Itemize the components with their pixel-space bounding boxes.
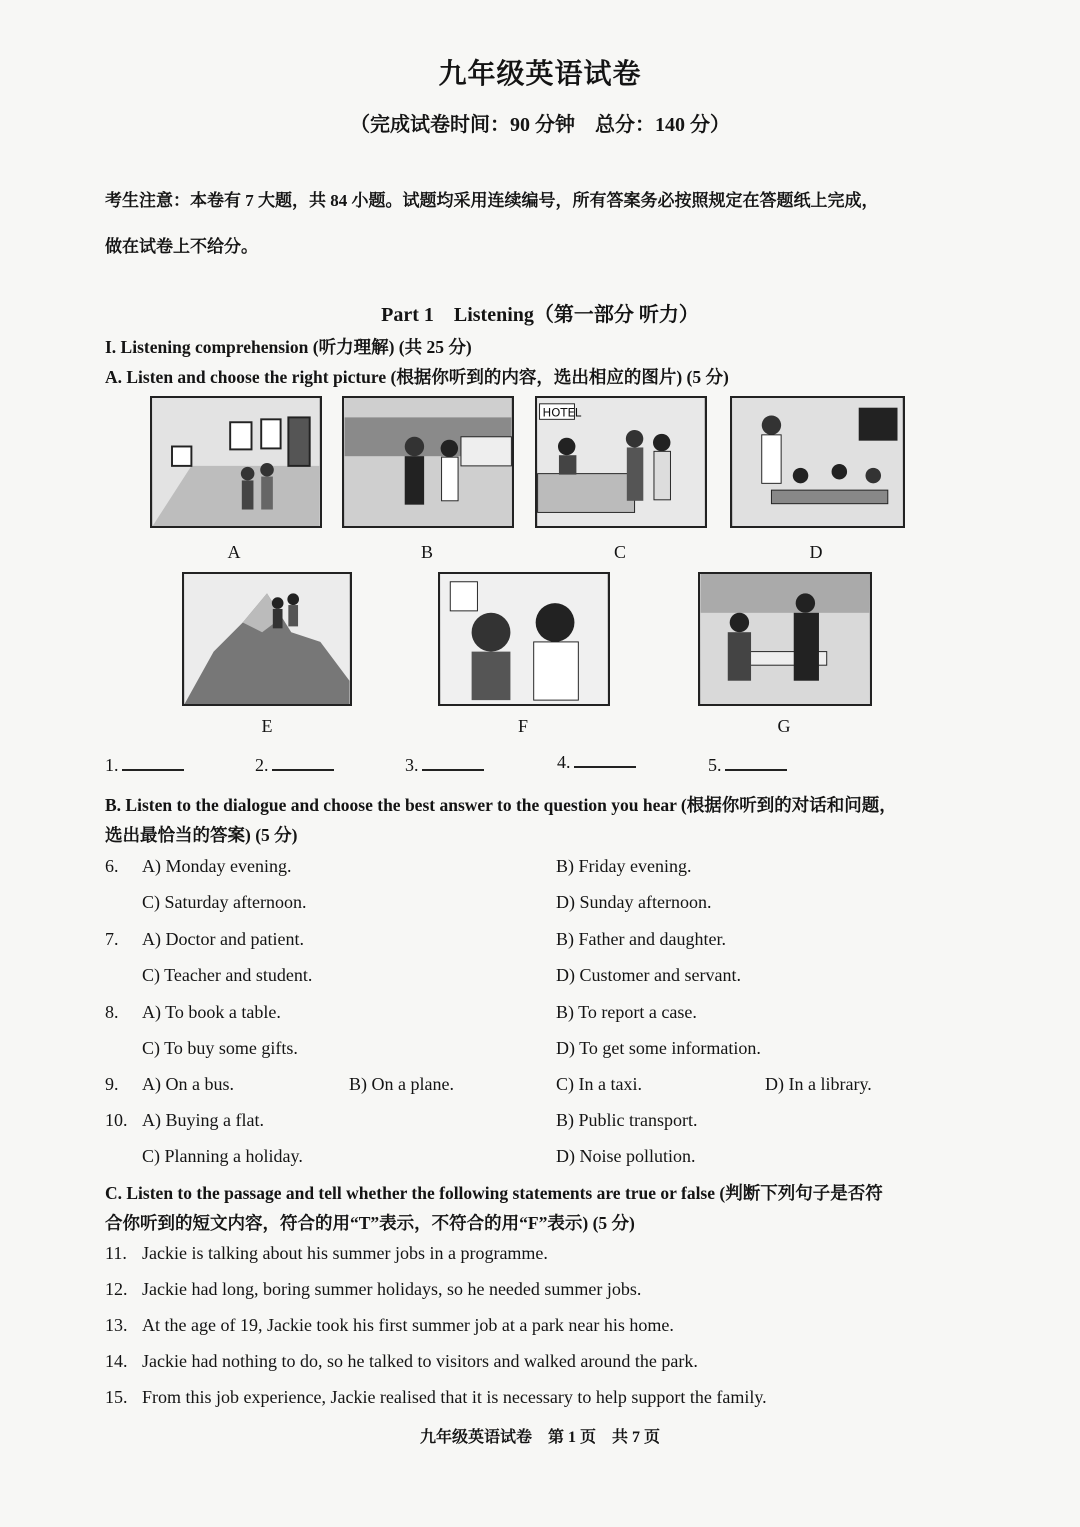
classroom-illustration xyxy=(732,398,903,526)
answer-blank-5[interactable] xyxy=(708,755,787,776)
statement-14: Jackie had nothing to do, so he talked to visitors and walked around the park. xyxy=(142,1351,698,1371)
answer-blank-4[interactable] xyxy=(557,752,636,773)
picture-label-b: B xyxy=(420,542,433,562)
exam-info: （完成试卷时间：90 分钟 总分：140 分） xyxy=(350,114,730,136)
question-number: 6. xyxy=(105,856,119,876)
option-8c[interactable]: C) To buy some gifts. xyxy=(142,1038,298,1058)
mountain-illustration xyxy=(184,574,350,704)
restaurant-picture xyxy=(698,572,872,706)
option-7d[interactable]: D) Customer and servant. xyxy=(556,965,741,985)
option-9d[interactable]: D) In a library. xyxy=(765,1074,872,1094)
hotel-illustration xyxy=(537,398,705,526)
gallery-picture xyxy=(150,396,322,528)
option-10b[interactable]: B) Public transport. xyxy=(556,1110,698,1130)
option-6c[interactable]: C) Saturday afternoon. xyxy=(142,892,307,912)
option-6d[interactable]: D) Sunday afternoon. xyxy=(556,892,712,912)
section-a-heading: A. Listen and choose the right picture (根据你听到的内容，选出相应的图片) (5 分) xyxy=(105,367,729,387)
hotel-picture xyxy=(535,396,707,528)
page-footer: 九年级英语试卷 第 1 页 共 7 页 xyxy=(419,1429,660,1446)
mountain-picture xyxy=(182,572,352,706)
blank-number: 5. xyxy=(708,755,722,775)
statement-number: 13. xyxy=(105,1315,128,1335)
doctor-illustration xyxy=(440,574,608,704)
blank-line xyxy=(272,755,334,771)
section-b-heading: B. Listen to the dialogue and choose the best answer to the question you hear (根据你听到的对话和问题， xyxy=(105,795,897,815)
option-10a[interactable]: A) Buying a flat. xyxy=(142,1110,264,1130)
option-8a[interactable]: A) To book a table. xyxy=(142,1002,281,1022)
blank-line xyxy=(574,752,636,768)
statement-number: 15. xyxy=(105,1387,128,1407)
police-illustration xyxy=(344,398,512,526)
statement-number: 12. xyxy=(105,1279,128,1299)
picture-label-a: A xyxy=(227,542,241,562)
option-6b[interactable]: B) Friday evening. xyxy=(556,856,692,876)
option-8b[interactable]: B) To report a case. xyxy=(556,1002,697,1022)
picture-label-d: D xyxy=(809,542,823,562)
notice-line-1: 考生注意：本卷有 7 大题，共 84 小题。试题均采用连续编号，所有答案务必按照规定在答题纸上完成， xyxy=(105,191,879,210)
blank-number: 2. xyxy=(255,755,269,775)
picture-label-e: E xyxy=(261,716,273,736)
blank-line xyxy=(122,755,184,771)
option-6a[interactable]: A) Monday evening. xyxy=(142,856,292,876)
option-8d[interactable]: D) To get some information. xyxy=(556,1038,761,1058)
blank-number: 4. xyxy=(557,752,571,772)
section-b-heading-cont: 选出最恰当的答案) (5 分) xyxy=(105,825,298,845)
page-title: 九年级英语试卷 xyxy=(438,59,642,90)
classroom-picture xyxy=(730,396,905,528)
section-heading: I. Listening comprehension (听力理解) (共 25 分) xyxy=(105,337,472,357)
picture-label-c: C xyxy=(613,542,626,562)
option-7a[interactable]: A) Doctor and patient. xyxy=(142,929,304,949)
statement-11: Jackie is talking about his summer jobs in a programme. xyxy=(142,1243,548,1263)
option-7b[interactable]: B) Father and daughter. xyxy=(556,929,726,949)
answer-blank-1[interactable] xyxy=(105,755,184,776)
police-picture xyxy=(342,396,514,528)
option-9a[interactable]: A) On a bus. xyxy=(142,1074,234,1094)
statement-number: 14. xyxy=(105,1351,128,1371)
blank-number: 3. xyxy=(405,755,419,775)
notice-line-2: 做在试卷上不给分。 xyxy=(105,237,258,256)
question-number: 10. xyxy=(105,1110,128,1130)
question-number: 9. xyxy=(105,1074,119,1094)
option-10c[interactable]: C) Planning a holiday. xyxy=(142,1146,303,1166)
statement-13: At the age of 19, Jackie took his first summer job at a park near his home. xyxy=(142,1315,674,1335)
question-number: 7. xyxy=(105,929,119,949)
blank-number: 1. xyxy=(105,755,119,775)
answer-blank-2[interactable] xyxy=(255,755,334,776)
statement-number: 11. xyxy=(105,1243,127,1263)
option-9c[interactable]: C) In a taxi. xyxy=(556,1074,642,1094)
option-7c[interactable]: C) Teacher and student. xyxy=(142,965,313,985)
answer-blank-3[interactable] xyxy=(405,755,484,776)
blank-line xyxy=(422,755,484,771)
picture-label-g: G xyxy=(777,716,791,736)
restaurant-illustration xyxy=(700,574,870,704)
part-title: Part 1 Listening（第一部分 听力） xyxy=(381,304,699,326)
doctor-picture xyxy=(438,572,610,706)
option-9b[interactable]: B) On a plane. xyxy=(349,1074,454,1094)
blank-line xyxy=(725,755,787,771)
question-number: 8. xyxy=(105,1002,119,1022)
option-10d[interactable]: D) Noise pollution. xyxy=(556,1146,696,1166)
picture-label-f: F xyxy=(517,716,528,736)
statement-15: From this job experience, Jackie realised that it is necessary to help support the family. xyxy=(142,1387,767,1407)
section-c-heading: C. Listen to the passage and tell whether the following statements are true or false (判断下列句子是否符 xyxy=(105,1183,883,1203)
section-c-heading-cont: 合你听到的短文内容，符合的用“T”表示，不符合的用“F”表示) (5 分) xyxy=(105,1213,635,1233)
gallery-illustration xyxy=(152,398,320,526)
statement-12: Jackie had long, boring summer holidays, so he needed summer jobs. xyxy=(142,1279,642,1299)
hotel-sign: HOTEL xyxy=(542,405,582,420)
